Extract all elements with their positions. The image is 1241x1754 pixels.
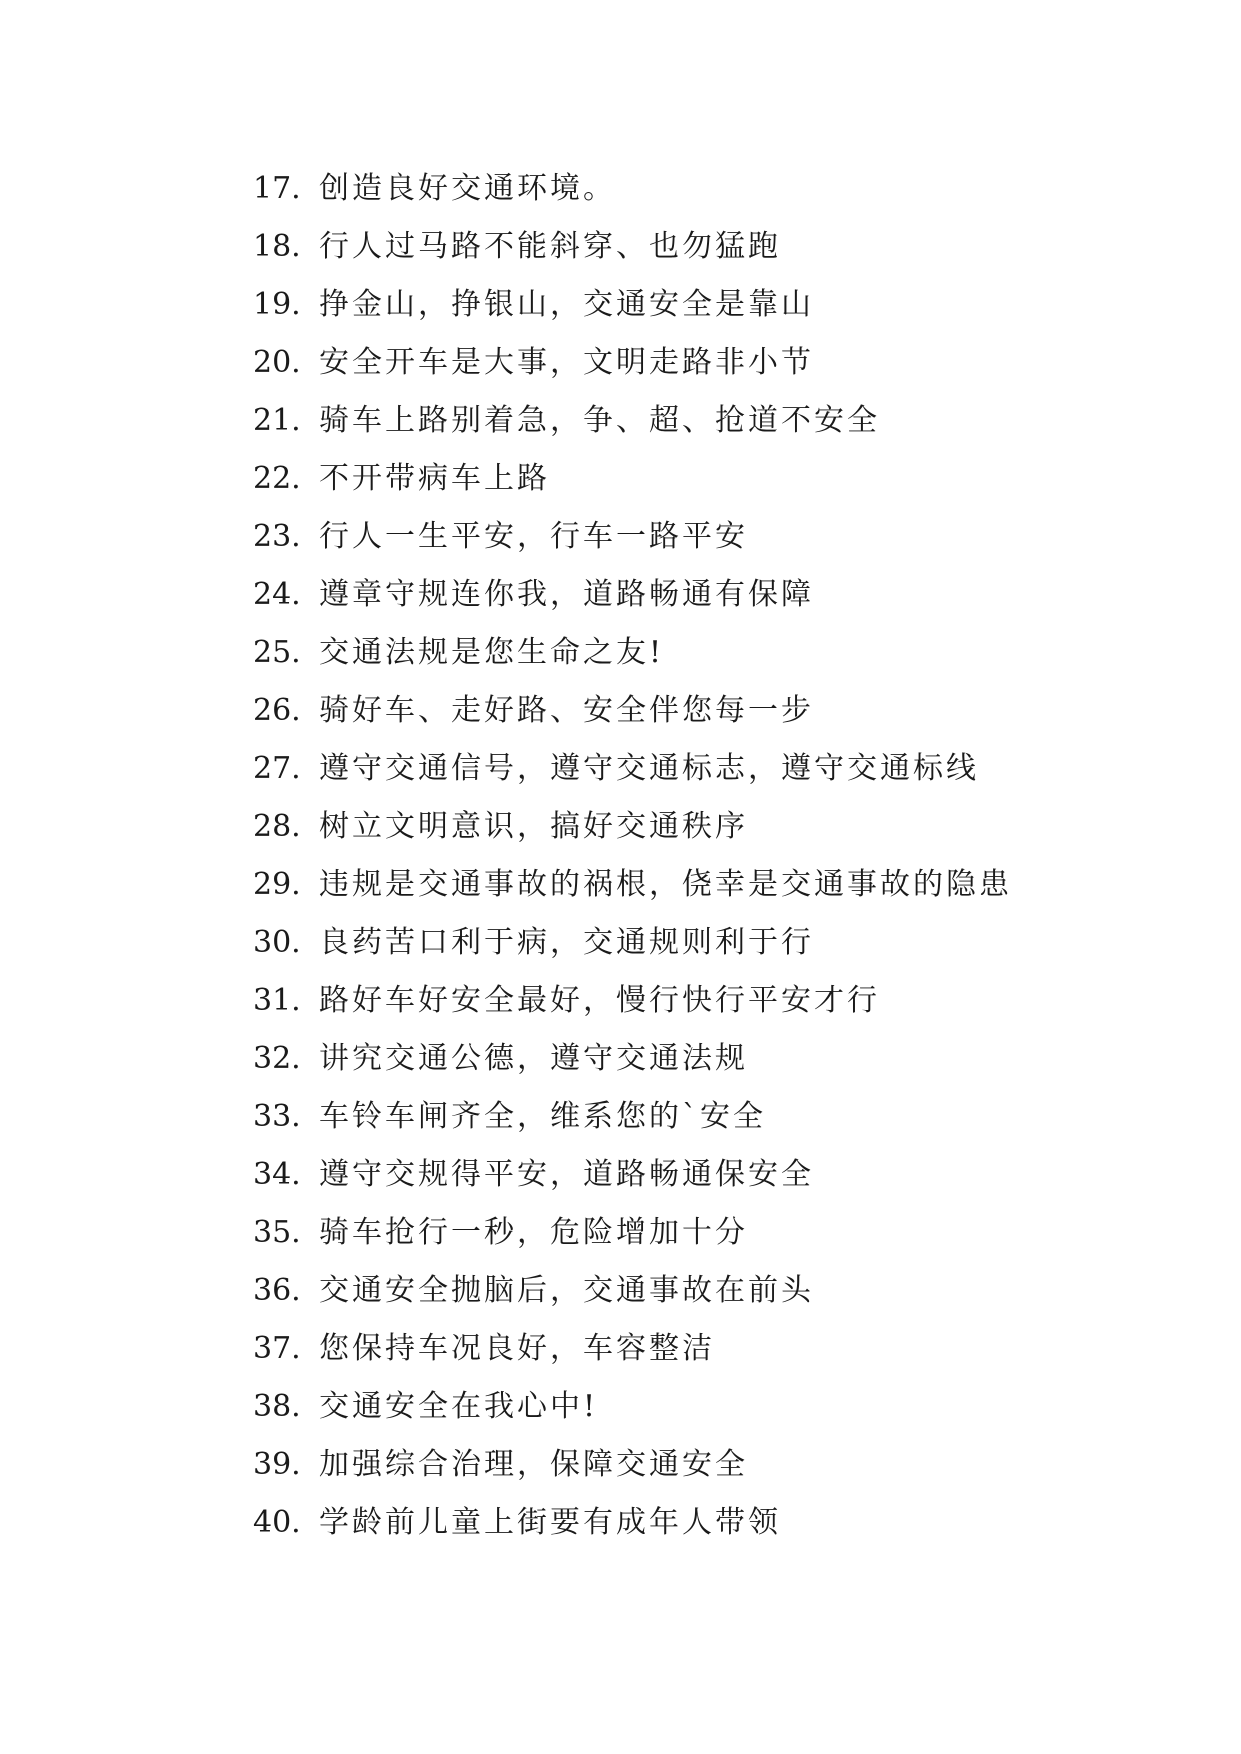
item-text: 学龄前儿童上街要有成年人带领 xyxy=(319,1505,781,1540)
item-number: 27. xyxy=(253,751,301,786)
list-item xyxy=(253,682,1012,740)
item-number: 35. xyxy=(253,1215,301,1250)
item-number: 23. xyxy=(253,519,301,554)
item-text: 加强综合治理，保障交通安全 xyxy=(319,1447,748,1482)
item-number: 34. xyxy=(253,1157,301,1192)
item-text: 安全开车是大事，文明走路非小节 xyxy=(319,345,814,380)
list-item xyxy=(253,856,1012,914)
item-number: 24. xyxy=(253,577,301,612)
item-number: 36. xyxy=(253,1273,301,1308)
item-text: 交通法规是您生命之友! xyxy=(319,635,665,670)
item-text: 交通安全抛脑后，交通事故在前头 xyxy=(319,1273,814,1308)
item-text: 遵守交通信号，遵守交通标志，遵守交通标线 xyxy=(319,751,979,786)
list-item xyxy=(253,914,1012,972)
list-item xyxy=(253,1030,1012,1088)
list-item xyxy=(253,218,1012,276)
item-number: 38. xyxy=(253,1389,301,1424)
list-item xyxy=(253,1320,1012,1378)
list-item xyxy=(253,508,1012,566)
item-number: 28. xyxy=(253,809,301,844)
list-item xyxy=(253,1436,1012,1494)
list-item xyxy=(253,798,1012,856)
item-number: 20. xyxy=(253,345,301,380)
list-item xyxy=(253,450,1012,508)
list-item xyxy=(253,1378,1012,1436)
item-number: 19. xyxy=(253,287,301,322)
item-text: 违规是交通事故的祸根，侥幸是交通事故的隐患 xyxy=(319,867,1012,902)
item-text: 交通安全在我心中! xyxy=(319,1389,599,1424)
item-text: 车铃车闸齐全，维系您的`安全 xyxy=(319,1099,766,1134)
list-item xyxy=(253,624,1012,682)
item-text: 骑车上路别着急，争、超、抢道不安全 xyxy=(319,403,880,438)
item-text: 骑好车、走好路、安全伴您每一步 xyxy=(319,693,814,728)
item-text: 行人过马路不能斜穿、也勿猛跑 xyxy=(319,229,781,264)
slogan-list xyxy=(253,160,1012,1552)
item-number: 22. xyxy=(253,461,301,496)
list-item xyxy=(253,276,1012,334)
item-text: 创造良好交通环境。 xyxy=(319,171,616,206)
item-number: 33. xyxy=(253,1099,301,1134)
item-number: 40. xyxy=(253,1505,301,1540)
item-number: 37. xyxy=(253,1331,301,1366)
list-item xyxy=(253,1088,1012,1146)
item-number: 26. xyxy=(253,693,301,728)
item-text: 您保持车况良好，车容整洁 xyxy=(319,1331,715,1366)
item-text: 树立文明意识，搞好交通秩序 xyxy=(319,809,748,844)
list-item xyxy=(253,566,1012,624)
list-item xyxy=(253,972,1012,1030)
list-item xyxy=(253,1494,1012,1552)
item-number: 18. xyxy=(253,229,301,264)
item-text: 不开带病车上路 xyxy=(319,461,550,496)
item-text: 讲究交通公德，遵守交通法规 xyxy=(319,1041,748,1076)
item-text: 行人一生平安，行车一路平安 xyxy=(319,519,748,554)
item-text: 挣金山，挣银山，交通安全是靠山 xyxy=(319,287,814,322)
item-text: 骑车抢行一秒，危险增加十分 xyxy=(319,1215,748,1250)
item-number: 30. xyxy=(253,925,301,960)
item-number: 17. xyxy=(253,171,301,206)
item-number: 21. xyxy=(253,403,301,438)
item-number: 25. xyxy=(253,635,301,670)
item-number: 29. xyxy=(253,867,301,902)
list-item xyxy=(253,740,1012,798)
list-item xyxy=(253,392,1012,450)
list-item xyxy=(253,1204,1012,1262)
item-number: 32. xyxy=(253,1041,301,1076)
list-item xyxy=(253,160,1012,218)
list-item xyxy=(253,1146,1012,1204)
item-number: 39. xyxy=(253,1447,301,1482)
item-text: 良药苦口利于病，交通规则利于行 xyxy=(319,925,814,960)
item-text: 遵章守规连你我，道路畅通有保障 xyxy=(319,577,814,612)
item-text: 遵守交规得平安，道路畅通保安全 xyxy=(319,1157,814,1192)
list-item xyxy=(253,1262,1012,1320)
item-text: 路好车好安全最好，慢行快行平安才行 xyxy=(319,983,880,1018)
list-item xyxy=(253,334,1012,392)
item-number: 31. xyxy=(253,983,301,1018)
